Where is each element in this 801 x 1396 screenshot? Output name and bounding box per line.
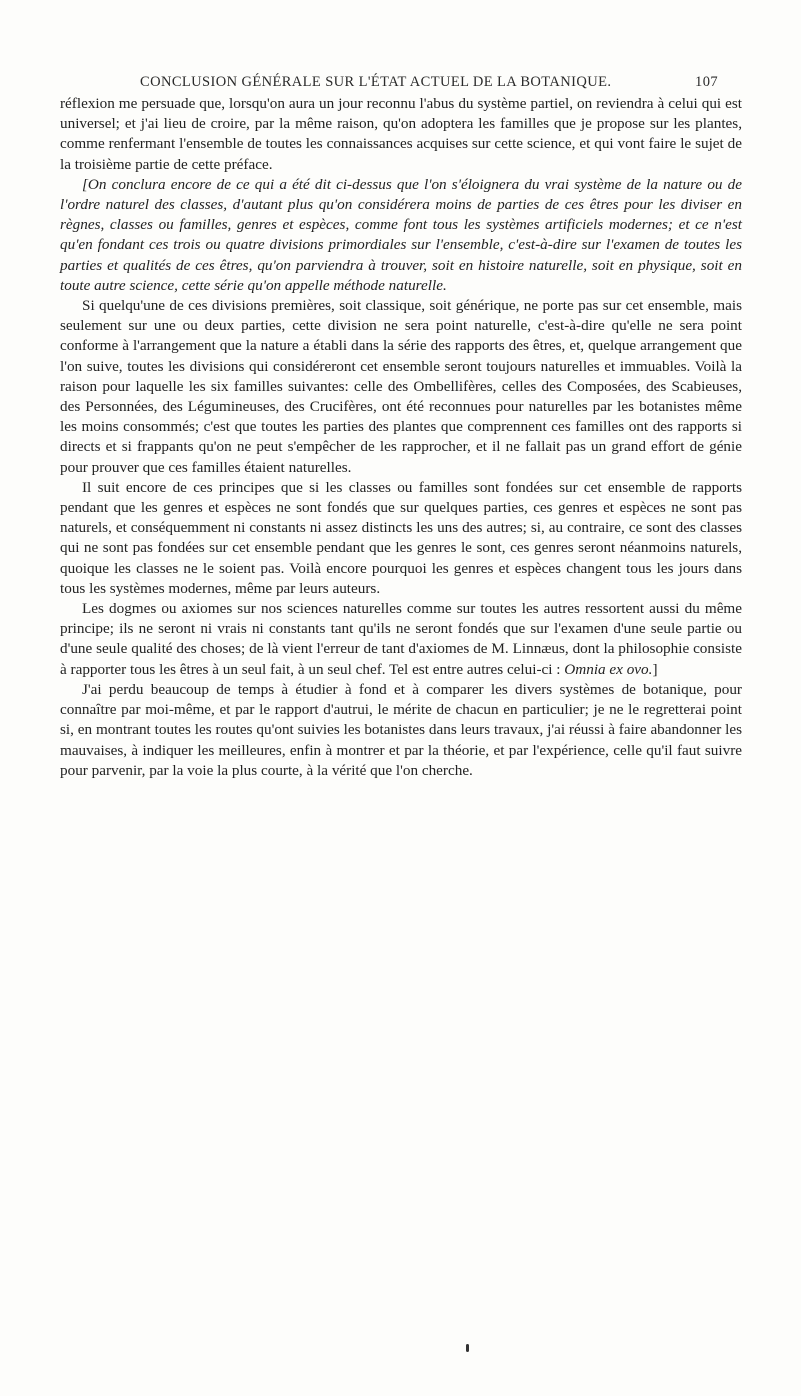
- paragraph-italic-insert: [On conclura encore de ce qui a été dit ci-dessus que l'on s'éloignera du vrai système de la nature ou de l'ordre naturel des classes, d'autant plus qu'on considérera moins de parties de ces êtres pour les diviser en règnes, classes ou familles, genres et espèces, comme font tous les systèmes artificiels modernes; et ce n'est qu'en fondant ces trois ou quatre divisions primordiales sur l'ensemble, c'est-à-dire sur l'examen de toutes les parties et qualités de ces êtres, qu'on parviendra à trouver, soit en histoire naturelle, soit en physique, soit en toute autre science, cette série qu'on appelle méthode naturelle.: [60, 175, 742, 294]
- paragraph: [60, 599, 742, 680]
- paragraph: J'ai perdu beaucoup de temps à étudier à fond et à comparer les divers systèmes de botanique, pour connaître par moi-même, et par le rapport d'autrui, le mérite de chacun en particulier; je ne le regretterai point si, en montrant toutes les routes qu'ont suivies les botanistes dans leurs travaux, j'ai réussi à faire abandonner les mauvaises, à indiquer les meilleures, enfin à montrer et par la théorie, et par l'expérience, celle qu'il faut suivre pour parvenir, par la voie la plus courte, à la vérité que l'on cherche.: [60, 680, 742, 779]
- paragraph: Il suit encore de ces principes que si les classes ou familles sont fondées sur cet ensemble de rapports pendant que les genres et espèces ne sont fondés que sur quelques parties, ces genres et espèces ne sont pas naturels, et conséquemment ni constants ni assez distincts les uns des autres; si, au contraire, ce sont des classes qui ne sont pas fondées sur cet ensemble pendant que les genres le sont, ces genres seront néanmoins naturels, quoique les classes ne le soient pas. Voilà encore pourquoi les genres et espèces changent tous les jours dans tous les systèmes modernes, même par leurs auteurs.: [60, 478, 742, 597]
- ink-speck: [466, 1344, 469, 1352]
- body-text: [60, 94, 742, 781]
- page-number: 107: [695, 74, 718, 90]
- paragraph: Si quelqu'une de ces divisions premières, soit classique, soit générique, ne porte pas sur cet ensemble, mais seulement sur une ou deux parties, cette division ne sera point naturelle, c'est-à-dire qu'elle ne sera point conforme à l'arrangement que la nature a établi dans la série des rapports des êtres, et, quelque arrangement que l'on suive, toutes les divisions qui considéreront cet ensemble seront toujours naturelles et immuables. Voilà la raison pour laquelle les six familles suivantes: celle des Ombellifères, celles des Composées, des Scabieuses, des Personnées, des Légumineuses, des Crucifères, ont été reconnues pour naturelles par les botanistes même les moins consommés; c'est que toutes les parties des plantes que comprennent ces familles ont des rapports si directs et si frappants qu'on ne peut s'empêcher de les rapprocher, et il ne fallait pas un grand effort de génie pour prouver que ces familles étaient naturelles.: [60, 297, 742, 476]
- latin-maxim: Omnia ex ovo.: [564, 660, 653, 678]
- paragraph-text: Les dogmes ou axiomes sur nos sciences naturelles comme sur toutes les autres ressortent aussi du même principe; ils ne seront ni vrais ni constants tant qu'ils ne seront fondés que sur l'examen d'une seule partie ou d'une seule qualité des choses; de là vient l'erreur de tant d'axiomes de M. Linnæus, dont la philosophie consiste à rapporter tous les êtres à un seul fait, à un seul chef. Tel est entre autres celui-ci :: [60, 600, 742, 678]
- running-header-title: CONCLUSION GÉNÉRALE SUR L'ÉTAT ACTUEL DE LA BOTANIQUE.: [140, 74, 612, 90]
- closing-bracket: ]: [652, 660, 658, 678]
- running-header: [140, 74, 718, 94]
- paragraph-continuation: réflexion me persuade que, lorsqu'on aura un jour reconnu l'abus du système partiel, on reviendra à celui qui est universel; et j'ai lieu de croire, par la même raison, qu'on adoptera les familles que je propose sur les plantes, comme renfermant l'ensemble de toutes les connaissances acquises sur cette science, et qui vont faire le sujet de la troisième partie de cette préface.: [60, 95, 742, 173]
